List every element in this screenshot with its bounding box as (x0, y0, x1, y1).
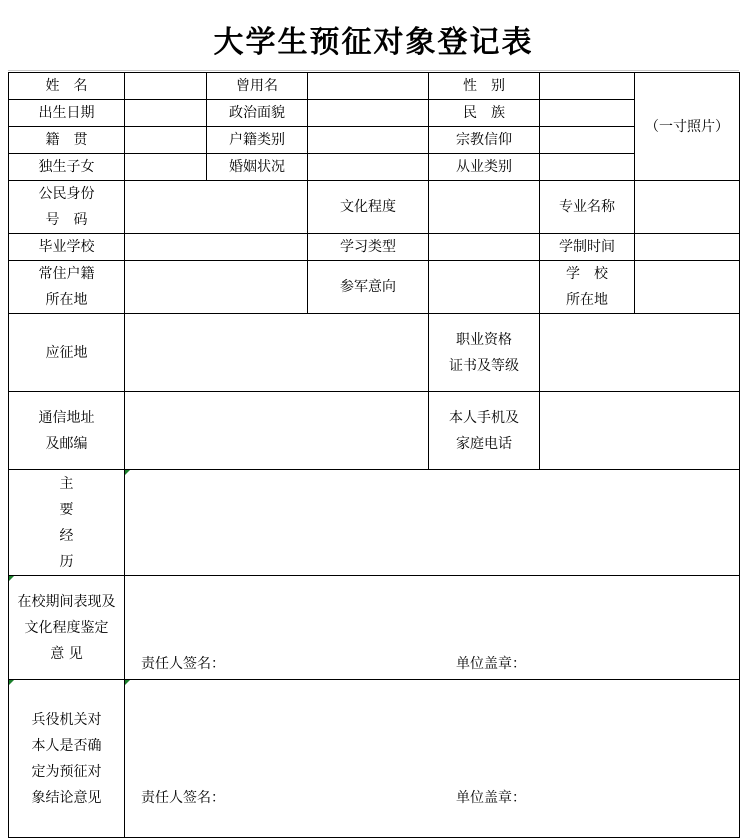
school-performance-label-line: 意 见 (50, 645, 83, 662)
form-title: 大学生预征对象登记表 (213, 25, 534, 60)
military-opinion-label-line: 象结论意见 (31, 789, 102, 806)
marital-status-label: 婚姻状况 (207, 154, 308, 181)
study-duration-field[interactable] (635, 234, 740, 261)
school-location-label-line: 学 校 (566, 266, 608, 282)
birth-date-label: 出生日期 (9, 100, 125, 127)
experience-field[interactable] (125, 470, 740, 576)
name-field[interactable] (125, 73, 207, 100)
id-number-field[interactable] (125, 181, 308, 234)
enlist-place-field[interactable] (125, 314, 429, 392)
ethnicity-label: 民 族 (429, 100, 540, 127)
major-label: 专业名称 (540, 181, 635, 234)
birth-date-field[interactable] (125, 100, 207, 127)
school-location-label-line: 所在地 (566, 292, 608, 308)
school-location-label (540, 261, 635, 314)
school-field[interactable] (125, 234, 308, 261)
experience-label-char: 经 (59, 527, 74, 544)
residence-label-line: 常住户籍 (38, 266, 95, 282)
ethnicity-field[interactable] (540, 100, 635, 127)
military-opinion-label-line: 定为预征对 (31, 763, 102, 780)
marital-status-field[interactable] (308, 154, 429, 181)
experience-label-char: 要 (59, 501, 74, 518)
cell-comment-marker (125, 470, 130, 475)
school-performance-label (9, 576, 125, 680)
former-name-field[interactable] (308, 73, 429, 100)
photo-box[interactable]: （一寸照片） (635, 73, 740, 181)
person-signature-label: 责任人签名： (141, 790, 225, 806)
enlist-place-label: 应征地 (9, 314, 125, 392)
unit-seal-label: 单位盖章： (456, 790, 526, 806)
experience-label (9, 470, 125, 576)
major-field[interactable] (635, 181, 740, 234)
political-status-label: 政治面貌 (207, 100, 308, 127)
name-label: 姓 名 (9, 73, 125, 100)
id-number-label-line: 号 码 (45, 212, 88, 228)
phone-label (429, 392, 540, 470)
address-field[interactable] (125, 392, 429, 470)
address-label (9, 392, 125, 470)
native-place-field[interactable] (125, 127, 207, 154)
id-number-label-line: 公民身份 (38, 186, 95, 202)
religion-field[interactable] (540, 127, 635, 154)
hukou-type-label: 户籍类别 (207, 127, 308, 154)
former-name-label: 曾用名 (207, 73, 308, 100)
residence-label-line: 所在地 (45, 292, 88, 308)
study-type-label: 学习类型 (308, 234, 429, 261)
occupation-type-label: 从业类别 (429, 154, 540, 181)
unit-seal-label: 单位盖章： (456, 656, 526, 672)
enlist-intention-label: 参军意向 (308, 261, 429, 314)
residence-label (9, 261, 125, 314)
certificate-label-line: 证书及等级 (449, 357, 519, 374)
registration-table (8, 72, 740, 838)
military-opinion-label-line: 本人是否确 (31, 737, 102, 754)
school-label: 毕业学校 (9, 234, 125, 261)
id-number-label (9, 181, 125, 234)
registration-form (8, 72, 740, 838)
military-opinion-field[interactable] (125, 680, 740, 838)
only-child-field[interactable] (125, 154, 207, 181)
cell-comment-marker (9, 680, 14, 685)
residence-field[interactable] (125, 261, 308, 314)
certificate-label-line: 职业资格 (456, 331, 512, 348)
only-child-label: 独生子女 (9, 154, 125, 181)
title-bar (8, 8, 739, 71)
phone-label-line: 本人手机及 (449, 409, 519, 426)
military-opinion-label (9, 680, 125, 838)
study-duration-label: 学制时间 (540, 234, 635, 261)
experience-label-char: 主 (59, 475, 74, 492)
native-place-label: 籍 贯 (9, 127, 125, 154)
education-level-field[interactable] (429, 181, 540, 234)
military-opinion-label-line: 兵役机关对 (31, 711, 102, 728)
certificate-field[interactable] (540, 314, 740, 392)
experience-label-char: 历 (59, 553, 74, 570)
phone-label-line: 家庭电话 (456, 435, 512, 452)
address-label-line: 及邮编 (45, 435, 88, 452)
certificate-label (429, 314, 540, 392)
occupation-type-field[interactable] (540, 154, 635, 181)
gender-field[interactable] (540, 73, 635, 100)
person-signature-label: 责任人签名： (141, 656, 225, 672)
political-status-field[interactable] (308, 100, 429, 127)
phone-field[interactable] (540, 392, 740, 470)
cell-comment-marker (9, 576, 14, 581)
school-performance-label-line: 在校期间表现及 (17, 593, 116, 610)
school-performance-field[interactable] (125, 576, 740, 680)
school-performance-label-line: 文化程度鉴定 (24, 619, 109, 636)
religion-label: 宗教信仰 (429, 127, 540, 154)
enlist-intention-field[interactable] (429, 261, 540, 314)
school-location-field[interactable] (635, 261, 740, 314)
gender-label: 性 别 (429, 73, 540, 100)
education-level-label: 文化程度 (308, 181, 429, 234)
address-label-line: 通信地址 (38, 409, 95, 426)
study-type-field[interactable] (429, 234, 540, 261)
hukou-type-field[interactable] (308, 127, 429, 154)
cell-comment-marker (125, 680, 130, 685)
